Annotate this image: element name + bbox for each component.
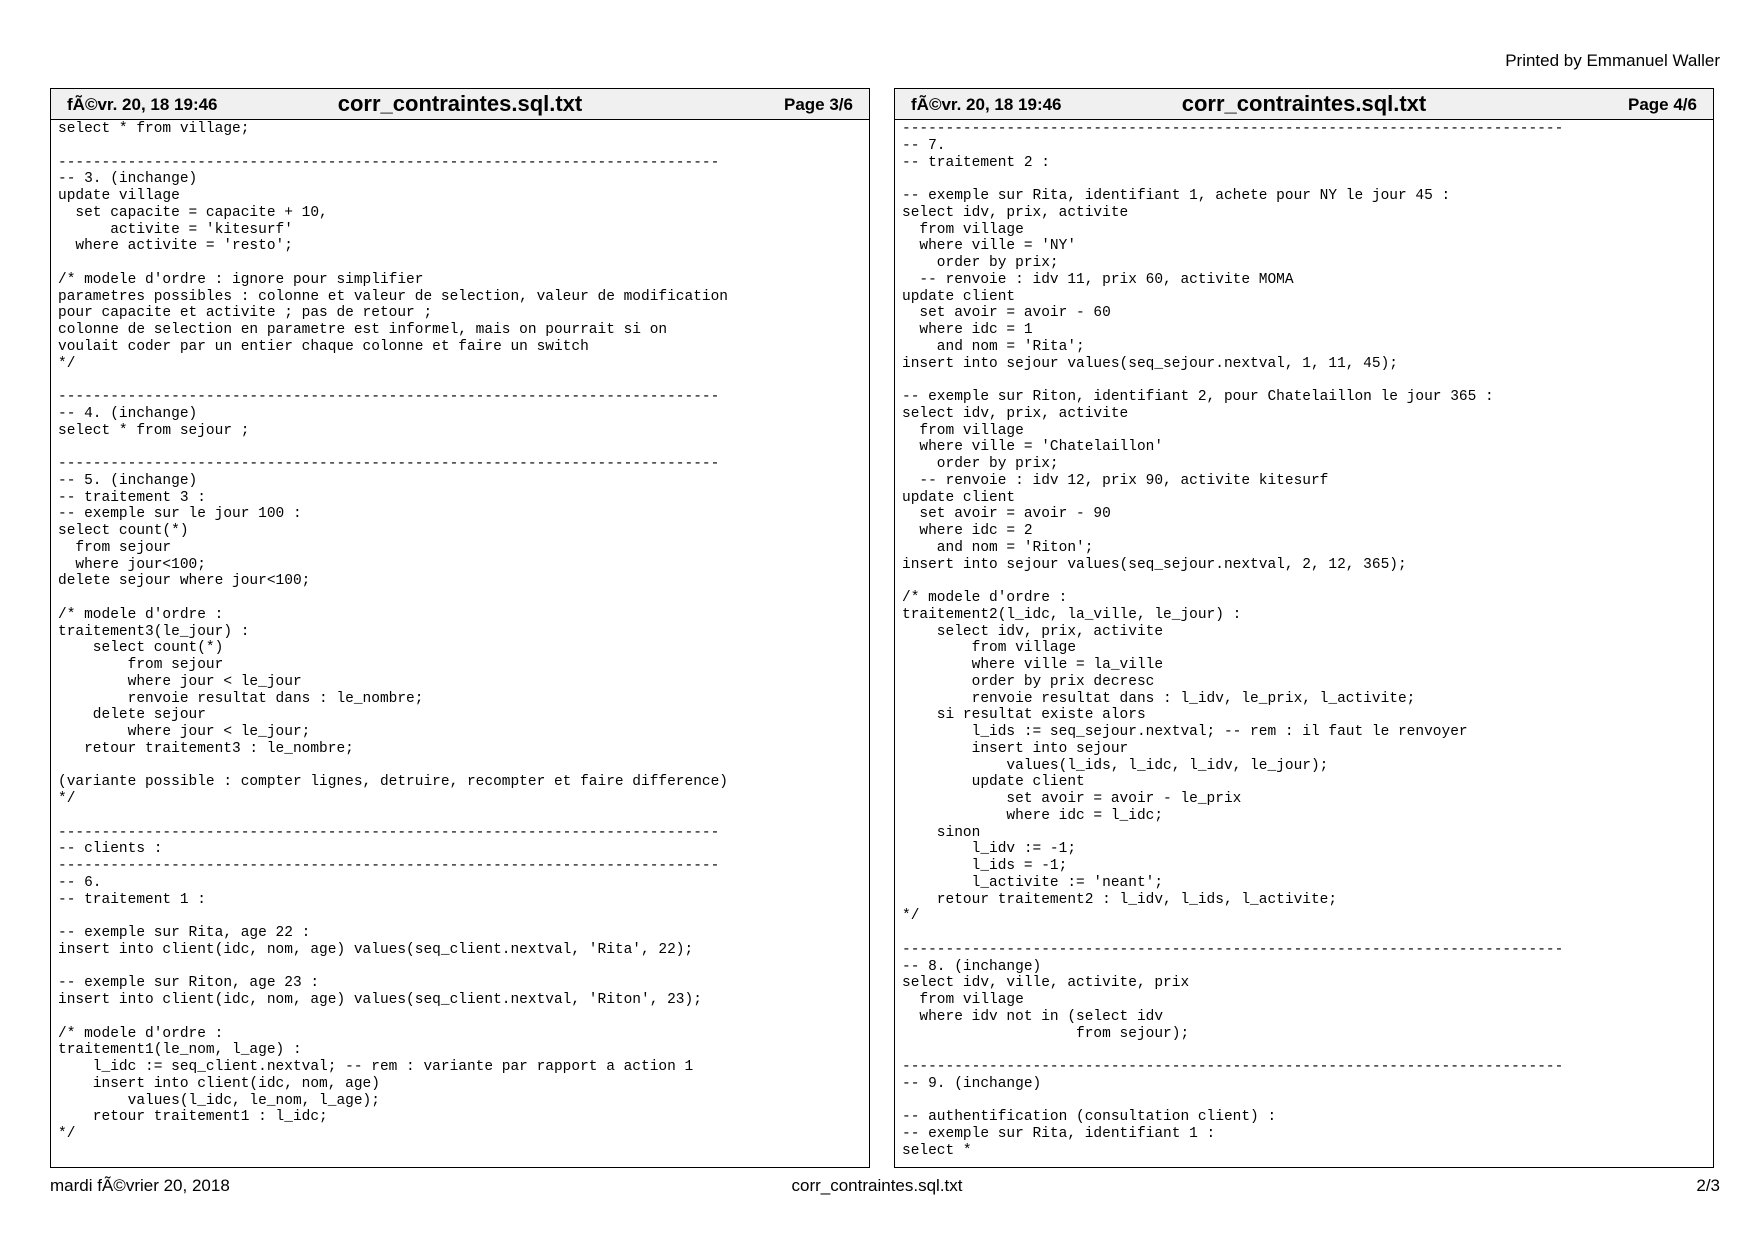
code-line: -- clients : xyxy=(58,841,163,858)
code-line: update client xyxy=(902,288,1016,305)
code-line xyxy=(58,959,869,976)
code-line: ---------------------------------------------------------------------------- xyxy=(58,858,720,874)
code-line: retour traitement3 : le_nombre; xyxy=(58,740,354,757)
code-line: -- renvoie : idv 11, prix 60, activite MOMA xyxy=(902,271,1294,288)
code-line: values(l_idc, le_nom, l_age); xyxy=(58,1092,380,1109)
code-line: and nom = 'Rita'; xyxy=(902,338,1085,355)
code-listing-right xyxy=(895,120,1713,1160)
code-line: ---------------------------------------------------------------------------- xyxy=(58,824,720,841)
code-line: -- 8. (inchange) xyxy=(902,958,1042,975)
code-line xyxy=(58,590,869,607)
page-header-page-number: Page 4/6 xyxy=(1628,95,1697,114)
code-line: insert into client(idc, nom, age) values(seq_client.nextval, 'Riton', 23); xyxy=(58,992,702,1008)
footer-date: mardi fÃ©vrier 20, 2018 xyxy=(50,1176,230,1195)
code-line: from village xyxy=(902,221,1024,238)
code-line: insert into client(idc, nom, age) values(seq_client.nextval, 'Rita', 22); xyxy=(58,941,694,958)
code-line xyxy=(902,1042,1713,1059)
code-line: -- 5. (inchange) xyxy=(58,472,198,489)
code-line: select count(*) xyxy=(58,640,224,657)
code-line: */ xyxy=(58,1126,76,1142)
code-line: -- traitement 3 : xyxy=(58,489,206,506)
code-line: /* modele d'ordre : xyxy=(58,1025,224,1042)
code-line: from village xyxy=(902,640,1077,657)
code-line: -- traitement 2 : xyxy=(902,154,1050,171)
page-header-title: corr_contraintes.sql.txt xyxy=(1181,91,1427,116)
code-line: insert into client(idc, nom, age) xyxy=(58,1075,380,1092)
code-line xyxy=(58,372,869,389)
code-line: where idv not in (select idv xyxy=(902,1008,1164,1025)
code-line: traitement1(le_nom, l_age) : xyxy=(58,1042,302,1059)
code-line: set capacite = capacite + 10, xyxy=(58,204,328,221)
printed-by-label: Printed by Emmanuel Waller xyxy=(1505,51,1720,70)
code-line: -- exemple sur Rita, identifiant 1, achete pour NY le jour 45 : xyxy=(902,188,1451,204)
code-line: select idv, ville, activite, prix xyxy=(902,975,1190,992)
code-line: -- exemple sur Riton, age 23 : xyxy=(58,975,320,992)
code-line: -- exemple sur Riton, identifiant 2, pour Chatelaillon le jour 365 : xyxy=(902,389,1494,405)
code-line: renvoie resultat dans : l_idv, le_prix, l_activite; xyxy=(902,690,1416,707)
code-line: */ xyxy=(58,355,76,372)
code-line xyxy=(58,1009,869,1026)
code-line: l_ids = -1; xyxy=(902,858,1068,874)
code-line: /* modele d'ordre : ignore pour simplifier xyxy=(58,271,424,288)
code-line: insert into sejour values(seq_sejour.nextval, 2, 12, 365); xyxy=(902,556,1407,573)
code-line: update client xyxy=(902,774,1085,791)
code-line: select * from village; xyxy=(58,121,250,137)
code-listing-left xyxy=(51,120,869,1143)
code-line: insert into sejour xyxy=(902,740,1129,757)
code-line: where jour < le_jour xyxy=(58,673,302,690)
code-line xyxy=(902,925,1713,942)
code-line: order by prix decresc xyxy=(902,673,1155,690)
code-line: si resultat existe alors xyxy=(902,707,1146,724)
code-line: select idv, prix, activite xyxy=(902,204,1129,221)
code-line: where idc = l_idc; xyxy=(902,807,1164,824)
code-line: l_activite := 'neant'; xyxy=(902,874,1164,891)
page-header-title: corr_contraintes.sql.txt xyxy=(337,91,583,116)
code-line: select idv, prix, activite xyxy=(902,623,1164,640)
code-line: ---------------------------------------------------------------------------- xyxy=(58,389,720,405)
code-line: ---------------------------------------------------------------------------- xyxy=(902,1059,1564,1075)
code-line: where idc = 2 xyxy=(902,523,1033,539)
code-line: /* modele d'ordre : xyxy=(902,590,1068,606)
code-line: -- 3. (inchange) xyxy=(58,171,198,188)
code-line: l_ids := seq_sejour.nextval; -- rem : il faut le renvoyer xyxy=(902,724,1468,740)
code-line: activite = 'kitesurf' xyxy=(58,221,293,238)
code-line: -- exemple sur Rita, identifiant 1 : xyxy=(902,1126,1216,1142)
code-line: l_idv := -1; xyxy=(902,841,1077,858)
code-line: from sejour); xyxy=(902,1025,1190,1042)
code-line: -- renvoie : idv 12, prix 90, activite kitesurf xyxy=(902,472,1329,489)
code-line: ---------------------------------------------------------------------------- xyxy=(902,941,1564,958)
code-line: where ville = 'NY' xyxy=(902,238,1077,255)
page-header-left xyxy=(51,89,869,120)
code-line: select * from sejour ; xyxy=(58,422,250,439)
code-line: where jour < le_jour; xyxy=(58,724,311,740)
footer-filename: corr_contraintes.sql.txt xyxy=(791,1176,963,1195)
code-line: (variante possible : compter lignes, detruire, recompter et faire difference) xyxy=(58,774,729,791)
page-header-page-number: Page 3/6 xyxy=(784,95,853,114)
code-line: -- 9. (inchange) xyxy=(902,1075,1042,1092)
code-line: voulait coder par un entier chaque colonne et faire un switch xyxy=(58,338,589,355)
code-line: select count(*) xyxy=(58,523,189,539)
code-line: pour capacite et activite ; pas de retour ; xyxy=(58,305,433,322)
code-line: from sejour xyxy=(58,539,172,556)
code-line: retour traitement2 : l_idv, l_ids, l_activite; xyxy=(902,891,1338,908)
code-line xyxy=(902,1093,1713,1110)
code-line: -- authentification (consultation client) : xyxy=(902,1109,1277,1126)
code-line: ---------------------------------------------------------------------------- xyxy=(58,456,720,472)
code-line: -- 7. xyxy=(902,137,946,154)
code-line: where ville = la_ville xyxy=(902,657,1164,673)
code-line: -- 6. xyxy=(58,874,102,891)
code-line: traitement3(le_jour) : xyxy=(58,623,250,640)
page-header-right xyxy=(895,89,1713,120)
page-header-date: fÃ©vr. 20, 18 19:46 xyxy=(67,95,218,114)
code-line xyxy=(58,908,869,925)
code-line: set avoir = avoir - le_prix xyxy=(902,791,1242,807)
code-line xyxy=(58,138,869,155)
code-line: colonne de selection en parametre est informel, mais on pourrait si on xyxy=(58,322,668,338)
code-line: select idv, prix, activite xyxy=(902,405,1129,422)
code-line: ---------------------------------------------------------------------------- xyxy=(902,121,1564,137)
code-line: delete sejour xyxy=(58,707,206,724)
code-line: update village xyxy=(58,188,180,204)
page-panel-left xyxy=(50,88,870,1168)
code-line: where ville = 'Chatelaillon' xyxy=(902,439,1164,456)
code-line xyxy=(902,171,1713,188)
code-line: */ xyxy=(58,791,76,807)
code-line: -- exemple sur le jour 100 : xyxy=(58,506,302,523)
code-line: set avoir = avoir - 60 xyxy=(902,305,1111,322)
code-line xyxy=(902,372,1713,389)
code-line: insert into sejour values(seq_sejour.nextval, 1, 11, 45); xyxy=(902,355,1398,372)
code-line: l_idc := seq_client.nextval; -- rem : variante par rapport a action 1 xyxy=(58,1059,694,1075)
code-line xyxy=(902,573,1713,590)
code-line xyxy=(58,808,869,825)
code-line: order by prix; xyxy=(902,255,1059,271)
footer-sheet-number: 2/3 xyxy=(1696,1176,1720,1195)
code-line: select * xyxy=(902,1142,972,1159)
code-line xyxy=(58,255,869,272)
code-line: where activite = 'resto'; xyxy=(58,238,293,255)
code-line: traitement2(l_idc, la_ville, le_jour) : xyxy=(902,606,1242,623)
code-line: parametres possibles : colonne et valeur de selection, valeur de modification xyxy=(58,288,729,305)
page-header-date: fÃ©vr. 20, 18 19:46 xyxy=(911,95,1062,114)
code-line: update client xyxy=(902,489,1016,506)
code-line: sinon xyxy=(902,824,981,841)
code-line: where jour<100; xyxy=(58,556,206,573)
code-line: -- 4. (inchange) xyxy=(58,405,198,422)
page-panel-right xyxy=(894,88,1714,1168)
code-line xyxy=(58,439,869,456)
code-line: where idc = 1 xyxy=(902,322,1033,338)
code-line: -- traitement 1 : xyxy=(58,891,206,908)
code-line: set avoir = avoir - 90 xyxy=(902,506,1111,523)
code-line: from village xyxy=(902,992,1024,1008)
code-line: retour traitement1 : l_idc; xyxy=(58,1109,328,1126)
code-line: /* modele d'ordre : xyxy=(58,606,224,623)
code-line: from village xyxy=(902,422,1024,439)
code-line: and nom = 'Riton'; xyxy=(902,539,1094,556)
code-line xyxy=(58,758,869,775)
code-line: renvoie resultat dans : le_nombre; xyxy=(58,690,424,707)
code-line: delete sejour where jour<100; xyxy=(58,573,311,590)
code-line: -- exemple sur Rita, age 22 : xyxy=(58,925,311,941)
code-line: */ xyxy=(902,908,920,925)
code-line: from sejour xyxy=(58,657,224,673)
code-line: values(l_ids, l_idc, l_idv, le_jour); xyxy=(902,757,1329,774)
code-line: order by prix; xyxy=(902,456,1059,472)
code-line: ---------------------------------------------------------------------------- xyxy=(58,154,720,171)
